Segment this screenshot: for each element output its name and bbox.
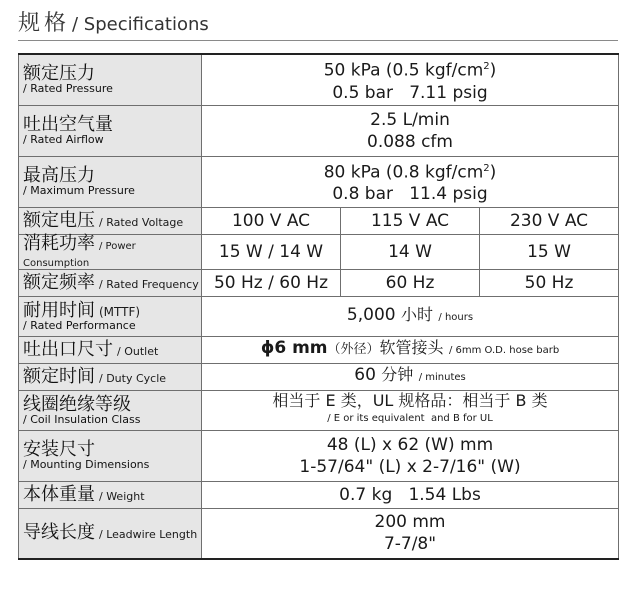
label-en: / Maximum Pressure: [23, 184, 135, 197]
value-desc-en: / 6mm O.D. hose barb: [448, 345, 560, 356]
label-cn: 耐用时间: [23, 299, 95, 321]
value-cell: [202, 54, 619, 105]
row-outlet: [19, 336, 619, 363]
label-cell: [19, 390, 202, 430]
value-line-2: 1-57/64" (L) x 2-7/16" (W): [299, 456, 521, 477]
spec-table: [18, 53, 619, 560]
label-en: / Rated Airflow: [23, 133, 104, 146]
value-text-end: ): [489, 60, 497, 81]
label-cn: 导线长度: [23, 522, 95, 544]
label-cn: 额定电压: [23, 209, 95, 231]
value-line: [202, 158, 618, 184]
label-cell: [19, 336, 202, 363]
label-cn: 额定频率: [23, 271, 95, 293]
label-cell: [19, 54, 202, 105]
label-cn: 额定时间: [23, 365, 95, 387]
value-desc-cn: 软管接头: [379, 338, 444, 357]
value-sup: 2: [483, 60, 490, 72]
value-cell: [202, 430, 619, 481]
row-mttf: [19, 296, 619, 336]
value-text: ϕ6 mm: [260, 338, 328, 358]
value-cell-2: 115 V AC: [341, 207, 480, 234]
value-unit-en: / minutes: [418, 372, 466, 383]
label-cell: [19, 269, 202, 296]
value-line-2: 0.5 bar 7.11 psig: [332, 82, 488, 103]
header-title-en: / Specifications: [72, 14, 209, 35]
value-cell: [202, 336, 619, 363]
value-sup: 2: [483, 162, 490, 174]
label-cn-en: (MTTF): [99, 304, 141, 319]
value-cell: 0.7 kg 1.54 Lbs: [202, 481, 619, 508]
value-line: 相当于 E 类，UL 规格品：相当于 B 类: [272, 391, 548, 410]
label-en: / Rated Performance: [23, 318, 136, 332]
label-cell: [19, 508, 202, 559]
value-cell: [202, 296, 619, 336]
label-en: / Rated Frequency: [99, 277, 199, 291]
label-en: / Leadwire Length: [99, 528, 198, 542]
label-cell: [19, 156, 202, 207]
label-cell: [19, 207, 202, 234]
label-cell: [19, 481, 202, 508]
value-cell: [202, 363, 619, 390]
row-rated-pressure: [19, 54, 619, 105]
value-line-2: 0.8 bar 11.4 psig: [332, 184, 488, 205]
row-insulation: [19, 390, 619, 430]
label-cn: 安装尺寸: [23, 439, 95, 460]
label-cn: 最高压力: [23, 165, 95, 186]
value-unit-en: / hours: [438, 311, 474, 323]
value-cell-3: 230 V AC: [480, 207, 619, 234]
value-unit-cn: 小时: [401, 304, 434, 324]
label-cn: 吐出空气量: [23, 114, 113, 135]
label-cn: 额定压力: [23, 63, 95, 85]
label-cn: 本体重量: [23, 483, 95, 505]
value-text: 50 kPa (0.5 kgf/cm: [323, 60, 484, 81]
label-en: / Outlet: [117, 344, 159, 358]
row-duty: [19, 363, 619, 390]
label-cn: 吐出口尺寸: [23, 338, 113, 360]
value-line: [202, 56, 618, 82]
value-cell: [202, 156, 619, 207]
value-cell: [202, 105, 619, 156]
value-paren-cn: （外径）: [327, 342, 380, 357]
label-cell: [19, 430, 202, 481]
label-en: / Mounting Dimensions: [23, 458, 150, 471]
value-cell: [202, 508, 619, 559]
label-en: / Weight: [99, 489, 145, 503]
label-en: / Coil Insulation Class: [23, 412, 141, 426]
row-max-pressure: [19, 156, 619, 207]
row-leadwire: [19, 508, 619, 559]
label-cn: 消耗功率: [23, 232, 95, 254]
value-cell: [202, 390, 619, 430]
label-cell: [19, 105, 202, 156]
label-en: / Duty Cycle: [99, 371, 167, 385]
value-text: 5,000: [346, 304, 396, 325]
row-rated-voltage: [19, 207, 619, 234]
header-title-cn: 规格: [18, 11, 71, 36]
label-en: / Rated Pressure: [23, 82, 113, 96]
value-cell-1: 50 Hz / 60 Hz: [202, 269, 341, 296]
value-line-2: 7-7/8": [383, 534, 437, 555]
label-en: / Rated Voltage: [99, 215, 184, 229]
value-line-2: / E or its equivalent and B for UL: [327, 413, 493, 424]
value-cell-1: 100 V AC: [202, 207, 341, 234]
row-weight: [19, 481, 619, 508]
row-power: [19, 234, 619, 269]
value-unit-cn: 分钟: [381, 365, 414, 384]
value-cell-3: 15 W: [480, 234, 619, 269]
value-cell-3: 50 Hz: [480, 269, 619, 296]
value-line-2: 0.088 cfm: [367, 131, 453, 152]
value-cell-1: 15 W / 14 W: [202, 234, 341, 269]
label-en: / Power Consumption: [23, 240, 136, 269]
header-divider: [18, 40, 618, 41]
value-line: 2.5 L/min: [370, 109, 450, 130]
label-cell: [19, 234, 202, 269]
value-cell-2: 14 W: [341, 234, 480, 269]
value-line: 48 (L) x 62 (W) mm: [326, 434, 494, 455]
value-text-end: ): [489, 162, 497, 183]
row-frequency: [19, 269, 619, 296]
row-rated-airflow: [19, 105, 619, 156]
label-cell: [19, 296, 202, 336]
label-cn: 线圈绝缘等级: [23, 393, 131, 415]
value-cell-2: 60 Hz: [341, 269, 480, 296]
value-text: 80 kPa (0.8 kgf/cm: [323, 162, 484, 183]
value-line: 200 mm: [374, 512, 446, 533]
row-mounting: [19, 430, 619, 481]
label-cell: [19, 363, 202, 390]
spec-header: [18, 6, 209, 36]
value-text: 60: [354, 365, 376, 385]
